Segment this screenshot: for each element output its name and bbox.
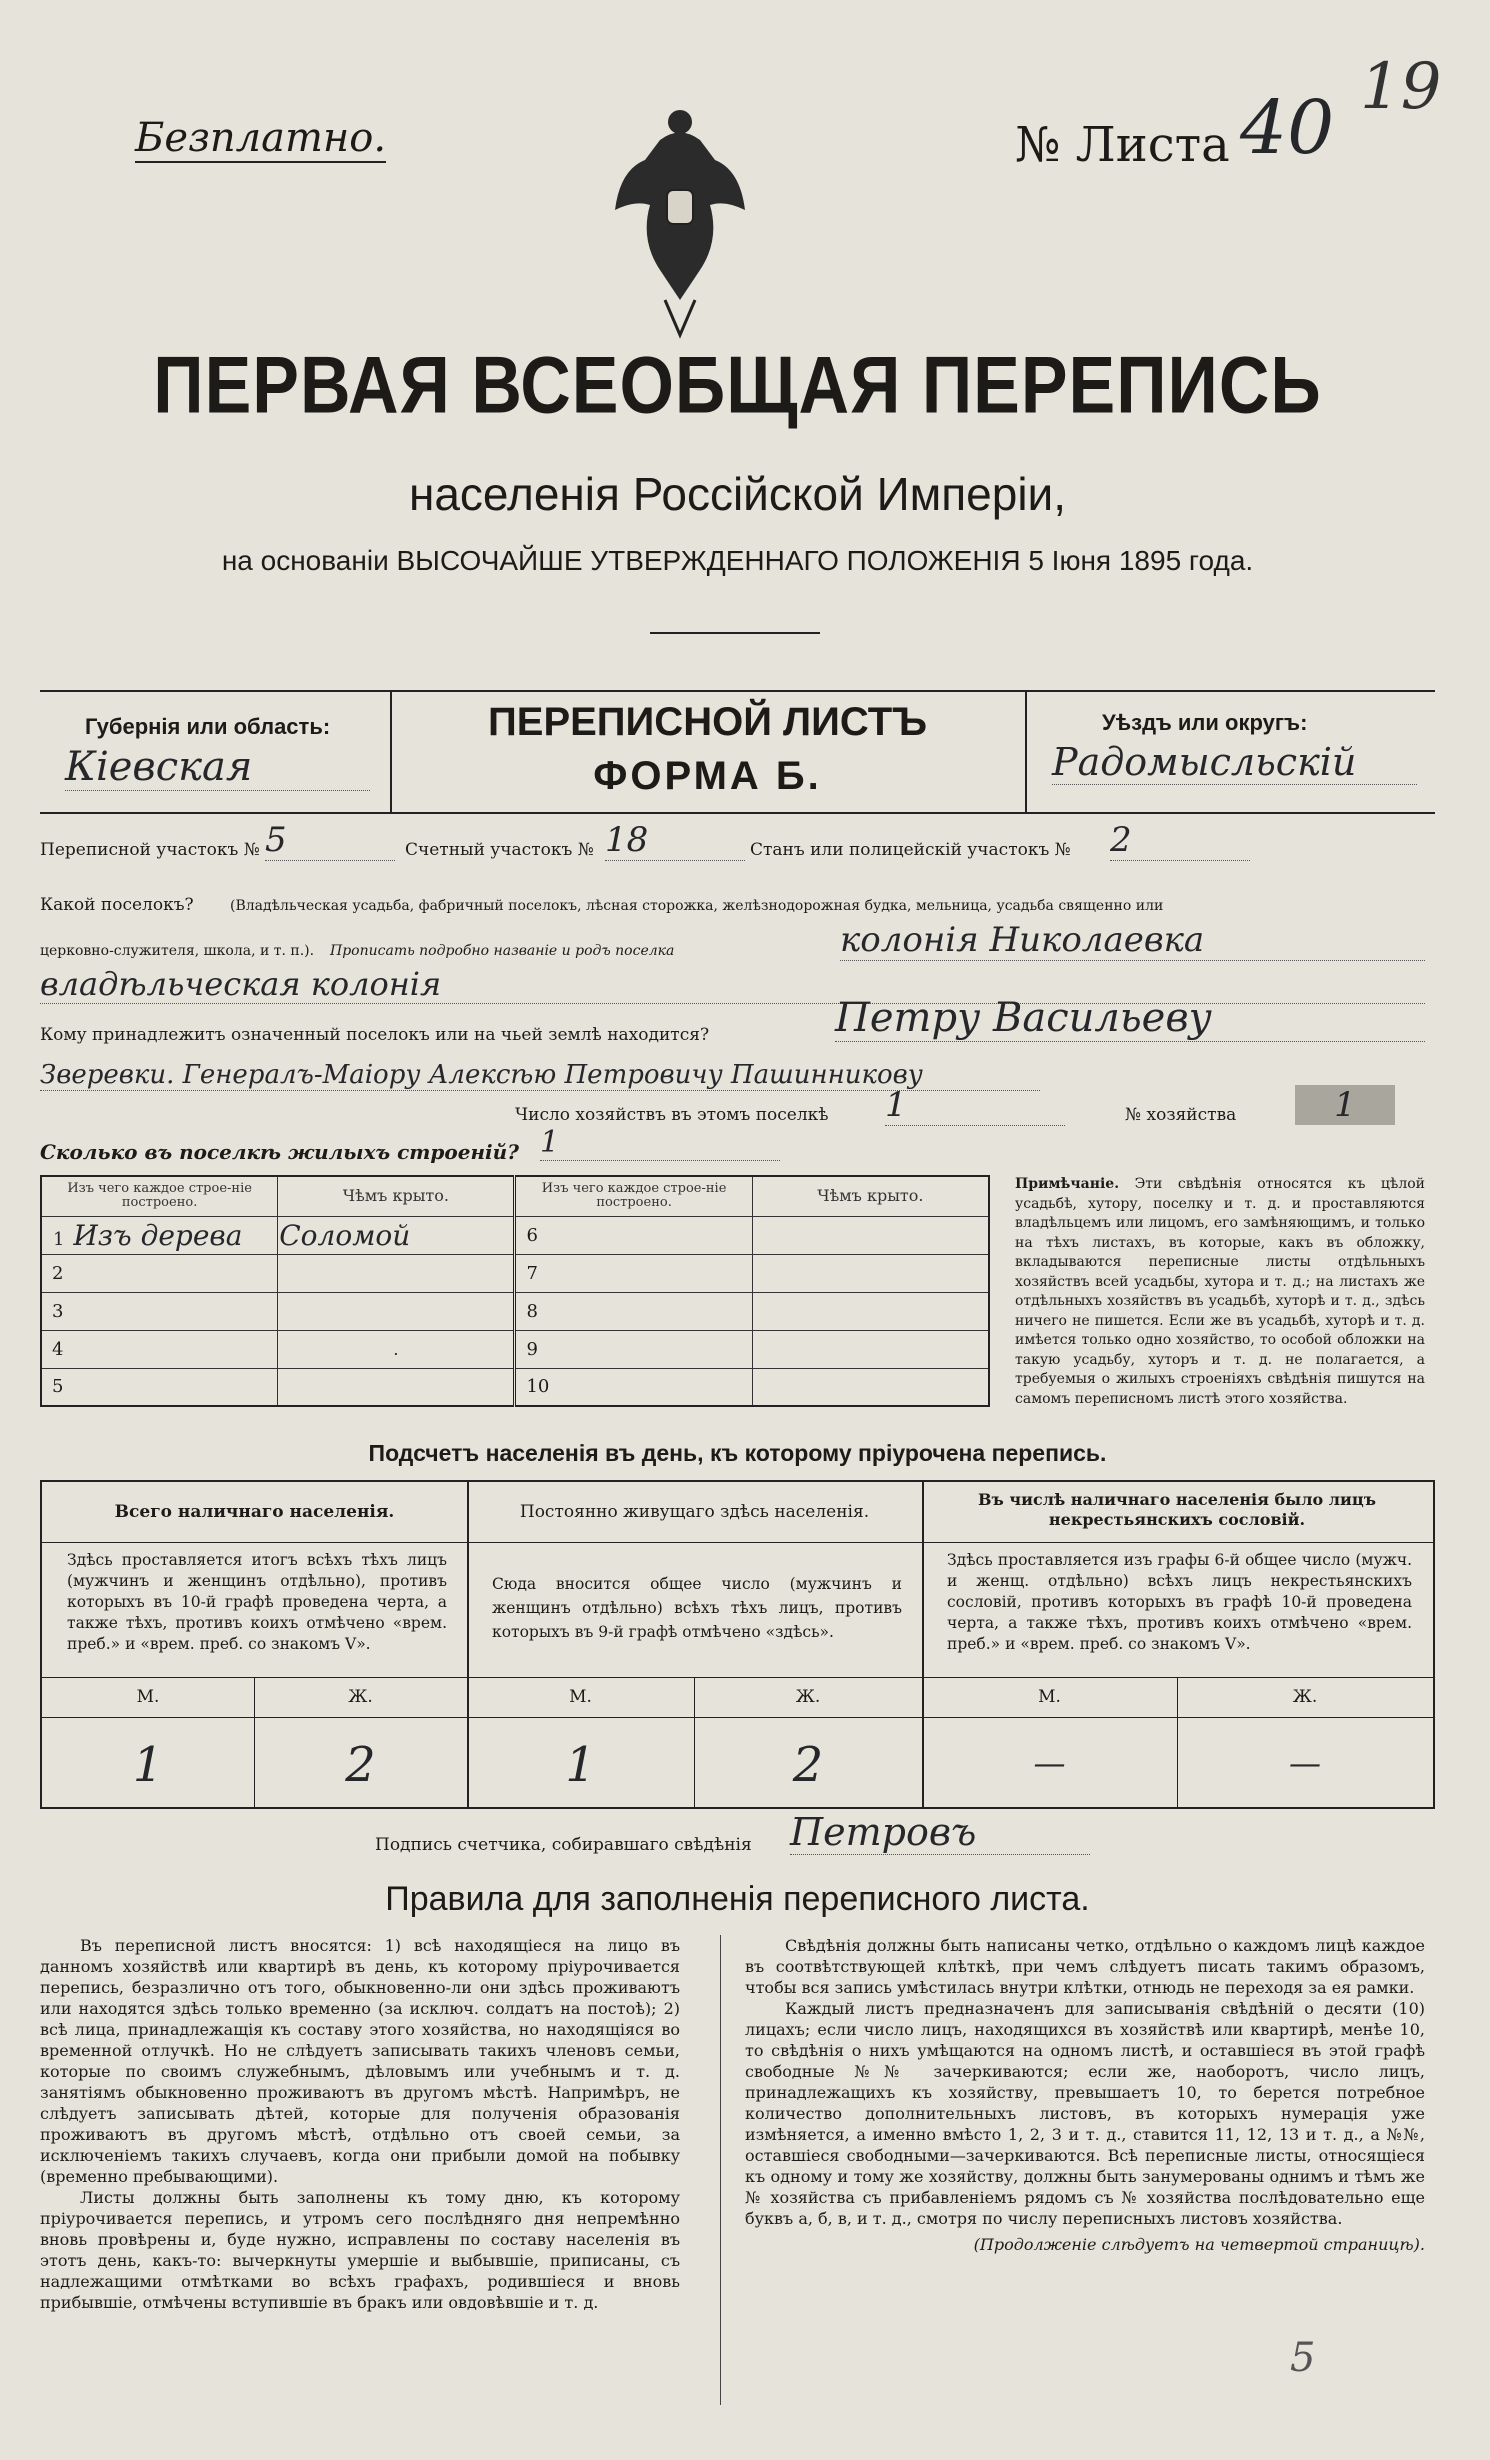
col-roof-header: Чѣмъ крыто. (278, 1176, 515, 1216)
free-label: Безплатно. (135, 115, 387, 161)
stan-value[interactable]: 2 (1110, 820, 1250, 861)
divider (922, 1542, 1433, 1543)
census-basis: на основаніи ВЫСОЧАЙШЕ УТВЕРЖДЕННАГО ПОЛОЖЕНІЯ 5 Іюня 1895 года. (221, 545, 1254, 576)
form-name: ФОРМА Б. (593, 754, 822, 798)
uezd-label: Уѣздъ или округъ: (1102, 710, 1308, 735)
households-label: Число хозяйствъ въ этомъ поселкѣ (515, 1105, 829, 1125)
rules-left-paragraph-2: Листы должны быть заполнены къ тому дню, къ которому пріурочивается перепись, и утромъ сего послѣдняго дня непремѣнно вновь провѣрены и, буде нужно, исправлены по составу населенія въ этотъ день, какъ-то: вычеркнуты умершіе и выбывшіе, приписаны, съ надлежащими отмѣтками во всѣхъ графахъ, родившіеся и вновь прибывшіе, отмѣчены вступившіе въ бракъ или овдовѣвшіе и т. д. (40, 2188, 680, 2312)
imperial-eagle-emblem (605, 100, 755, 340)
gubernia-value[interactable]: Кіевская (65, 744, 370, 791)
gubernia-box (40, 692, 392, 812)
population-heading: Подсчетъ населенія въ день, къ которому пріурочена перепись. (368, 1440, 1107, 1466)
m-label: М. (1038, 1687, 1061, 1707)
rules-right-column (745, 1935, 1425, 2254)
f-label: Ж. (1292, 1687, 1318, 1707)
note-title: Примѣчаніе. (1015, 1176, 1120, 1192)
gubernia-label: Губернія или область: (85, 714, 331, 739)
sheet-number-label: № Листа (1015, 117, 1230, 173)
building-roof-cell[interactable] (752, 1254, 989, 1292)
households-value[interactable]: 1 (885, 1085, 1065, 1126)
m-label: М. (136, 1687, 160, 1707)
settlement-value-1[interactable]: колонія Николаевка (840, 920, 1425, 961)
buildings-table (40, 1175, 990, 1407)
uezd-box (1025, 692, 1437, 812)
building-row-number: 9 (515, 1330, 752, 1368)
building-material-cell[interactable]: 1 Изъ дерева (41, 1216, 278, 1254)
owner-question: Кому принадлежитъ означенный поселокъ или на чьей землѣ находится? (40, 1025, 710, 1045)
building-roof-cell[interactable] (278, 1292, 515, 1330)
settlement-hint-1: (Владѣльческая усадьба, фабричный поселокъ, лѣсная сторожка, желѣзнодорожная будка, мельница, усадьба священно или (230, 898, 1164, 914)
counting-district-value[interactable]: 18 (605, 820, 745, 861)
building-roof-cell[interactable] (278, 1368, 515, 1406)
building-roof-cell[interactable] (752, 1368, 989, 1406)
divider (467, 1542, 922, 1543)
building-row-number: 4 (41, 1330, 278, 1368)
title-divider (650, 632, 820, 634)
col1-text: Здѣсь проставляется итогъ всѣхъ тѣхъ лицъ (мужчинъ и женщинъ отдѣльно), противъ которыхъ въ 10-й графѣ проведена черта, а также тѣхъ, противъ коихъ отмѣчено «врем. преб.» и «врем. преб. со знакомъ V». (67, 1551, 447, 1653)
buildings-label: Сколько въ поселкѣ жилыхъ строеній? (40, 1140, 519, 1164)
divider (42, 1717, 1433, 1718)
col-material-header: Изъ чего каждое строе-ніе построено. (41, 1176, 278, 1216)
rules-left-paragraph-1: Въ переписной листъ вносятся: 1) всѣ находящіеся на лицо въ данномъ хозяйствѣ или квартирѣ въ день, къ которому пріурочивается перепись, безразлично отъ того, обыкновенно-ли они здѣсь проживаютъ или находятся здѣсь только временно (за исключ. солдатъ на постоѣ); 2) всѣ лица, принадлежащія къ составу этого хозяйства, но находящіяся во временной отлучкѣ. Но не слѣдуетъ записывать такихъ членовъ семьи, которые по своимъ служебнымъ, дѣловымъ или учебнымъ и т. д. занятіямъ обыкновенно проживаютъ въ другомъ мѣстѣ. Напримѣръ, не слѣдуетъ записывать дѣтей, которые для полученія образованія проживаютъ въ другомъ мѣстѣ, отдѣльно отъ своей семьи, за исключеніемъ такихъ случаевъ, когда они прибыли домой на побывку (временно пребывающими). (40, 1936, 680, 2186)
form-header-block (40, 690, 1435, 814)
total-female-value[interactable]: 2 (345, 1737, 376, 1793)
sheet-number-value: 40 (1240, 85, 1335, 171)
f-label: Ж. (348, 1687, 373, 1707)
settlement-value-2[interactable]: владѣльческая колонія (40, 965, 1425, 1004)
table-row (41, 1330, 989, 1368)
form-title: ПЕРЕПИСНОЙ ЛИСТЪ (488, 700, 927, 744)
note-text: Эти свѣдѣнія относятся къ цѣлой усадьбѣ, хутору, поселку и т. д. и проставляются владѣльцемъ или лицомъ, его замѣняющимъ, и только на тѣхъ листахъ, въ которые, какъ въ обложку, вкладываются переписные листы отдѣльныхъ хозяйствъ всей усадьбы, хутора и т. д.; на листахъ же отдѣльныхъ хозяйствъ въ усадьбѣ, хуторѣ и т. д., здѣсь ничего не пишется. Если же въ усадьбѣ, хуторѣ и т. д. имѣется только одно хозяйство, то особой обложки на такую усадьбу, хуторъ и т. д. не полагается, а требуемыя о жилыхъ строеніяхъ свѣдѣнія пишутся на самомъ переписномъ листѣ этого хозяйства. (1015, 1176, 1425, 1407)
census-form-page (40, 85, 1435, 2430)
building-row-number: 10 (515, 1368, 752, 1406)
rules-right-paragraph-2: Каждый листъ предназначенъ для записыванія свѣдѣній о десяти (10) лицахъ; если число лицъ, находящихся въ хозяйствѣ или квартирѣ, менѣе 10, то свѣдѣнія о нихъ умѣщаются на одномъ листѣ, и оставшіеся въ этой графѣ свободные №№ зачеркиваются; если же, наоборотъ, число лицъ, принадлежащихъ къ хозяйству, превышаетъ 10, то берется потребное количество дополнительныхъ листовъ, въ которыхъ нумерація уже измѣняется, а именно вмѣсто 1, 2, 3 и т. д., ставится 11, 12, 13 и т. д., а №№, оставшіеся свободными—зачеркиваются. Всѣ переписные листы, относящіеся къ одному и тому же хозяйству, должны быть занумерованы однимъ и тѣмъ же № хозяйства съ прибавленіемъ рядомъ съ № хозяйства послѣдовательно еще буквъ а, б, в, и т. д., смотря по числу переписныхъ листовъ хозяйства. (745, 1999, 1425, 2228)
building-roof-cell[interactable] (752, 1330, 989, 1368)
building-roof-cell[interactable] (752, 1216, 989, 1254)
rules-column-divider (720, 1935, 721, 2405)
f-label: Ж. (795, 1687, 821, 1707)
building-row-number: 6 (515, 1216, 752, 1254)
building-roof-cell[interactable]: Соломой (278, 1216, 515, 1254)
col-roof-header-2: Чѣмъ крыто. (752, 1176, 989, 1216)
rules-continuation: (Продолженіе слѣдуетъ на четвертой страницѣ). (973, 2235, 1425, 2254)
building-roof-cell[interactable] (278, 1254, 515, 1292)
building-row-number: 7 (515, 1254, 752, 1292)
census-district-value[interactable]: 5 (265, 820, 395, 861)
note-block (1015, 1175, 1425, 1409)
household-no-value[interactable]: 1 (1295, 1085, 1395, 1125)
corner-number-bottom: 5 (1290, 2335, 1316, 2381)
corner-number-top: 19 (1360, 50, 1442, 124)
col2-text: Сюда вносится общее число (мужчинъ и женщинъ отдѣльно) всѣхъ тѣхъ лицъ, противъ которыхъ въ 9-й графѣ отмѣчено «здѣсь». (492, 1575, 902, 1641)
rules-title: Правила для заполненія переписного листа. (385, 1880, 1090, 1918)
stan-label: Станъ или полицейскій участокъ № (750, 840, 1071, 860)
m-label: М. (569, 1687, 592, 1707)
census-subtitle: населенія Россійской Имперіи, (408, 468, 1067, 520)
signature-label: Подпись счетчика, собиравшаго свѣдѣнія (375, 1835, 752, 1855)
population-table (40, 1480, 1435, 1809)
uezd-value[interactable]: Радомысльскій (1052, 740, 1417, 785)
household-no-label: № хозяйства (1125, 1105, 1237, 1125)
settlement-hint-3: Прописать подробно названіе и родъ поселка (330, 943, 675, 959)
table-row (41, 1254, 989, 1292)
rules-left-column (40, 1935, 680, 2313)
owner-value-2[interactable]: Зверевки. Генералъ-Маіору Алексѣю Петровичу Пашинникову (40, 1060, 1040, 1091)
census-title: ПЕРВАЯ ВСЕОБЩАЯ ПЕРЕПИСЬ (153, 340, 1322, 430)
col3-text: Здѣсь проставляется изъ графы 6-й общее число (мужч. и женщ. отдѣльно) всѣхъ лицъ некрестьянскихъ сословій, противъ которыхъ въ графѣ 10-й проведена черта, а также тѣхъ, противъ коихъ отмѣчено «врем. преб.» и «врем. преб. со знакомъ V». (947, 1551, 1412, 1653)
signature-value[interactable]: Петровъ (790, 1810, 1090, 1855)
census-district-label: Переписной участокъ № (40, 840, 260, 860)
building-row-number: 8 (515, 1292, 752, 1330)
owner-value-1[interactable]: Петру Васильеву (835, 995, 1425, 1042)
noncrestyan-male-value[interactable]: — (1033, 1744, 1066, 1782)
permanent-male-value[interactable]: 1 (565, 1737, 596, 1793)
settlement-hint-2: церковно-служителя, школа, и т. п.). (40, 943, 315, 959)
settlement-question: Какой поселокъ? (40, 895, 194, 915)
building-row-number: 5 (41, 1368, 278, 1406)
table-row (41, 1368, 989, 1406)
divider (42, 1542, 467, 1543)
col2-title: Постоянно живущаго здѣсь населенія. (519, 1502, 870, 1522)
building-roof-cell[interactable]: . (278, 1330, 515, 1368)
col-material-header-2: Изъ чего каждое строе-ніе построено. (515, 1176, 752, 1216)
total-male-value[interactable]: 1 (132, 1737, 164, 1793)
building-row-number: 3 (41, 1292, 278, 1330)
permanent-female-value[interactable]: 2 (792, 1737, 824, 1793)
table-row (41, 1292, 989, 1330)
noncrestyan-female-value[interactable]: — (1289, 1744, 1321, 1782)
buildings-value[interactable]: 1 (540, 1125, 780, 1161)
divider (42, 1677, 1433, 1678)
rules-right-paragraph-1: Свѣдѣнія должны быть написаны четко, отдѣльно о каждомъ лицѣ каждое въ соотвѣтствующей клѣткѣ, при чемъ слѣдуетъ писать такимъ образомъ, чтобы вся запись умѣстилась внутри клѣтки, отнюдь не переходя за ея рамки. (745, 1936, 1425, 1997)
building-row-number: 2 (41, 1254, 278, 1292)
counting-district-label: Счетный участокъ № (405, 840, 594, 860)
col1-title: Всего наличнаго населенія. (114, 1502, 395, 1522)
col3-title: Въ числѣ наличнаго населенія было лицъ некрестьянскихъ сословій. (978, 1490, 1376, 1529)
building-roof-cell[interactable] (752, 1292, 989, 1330)
table-row (41, 1216, 989, 1254)
